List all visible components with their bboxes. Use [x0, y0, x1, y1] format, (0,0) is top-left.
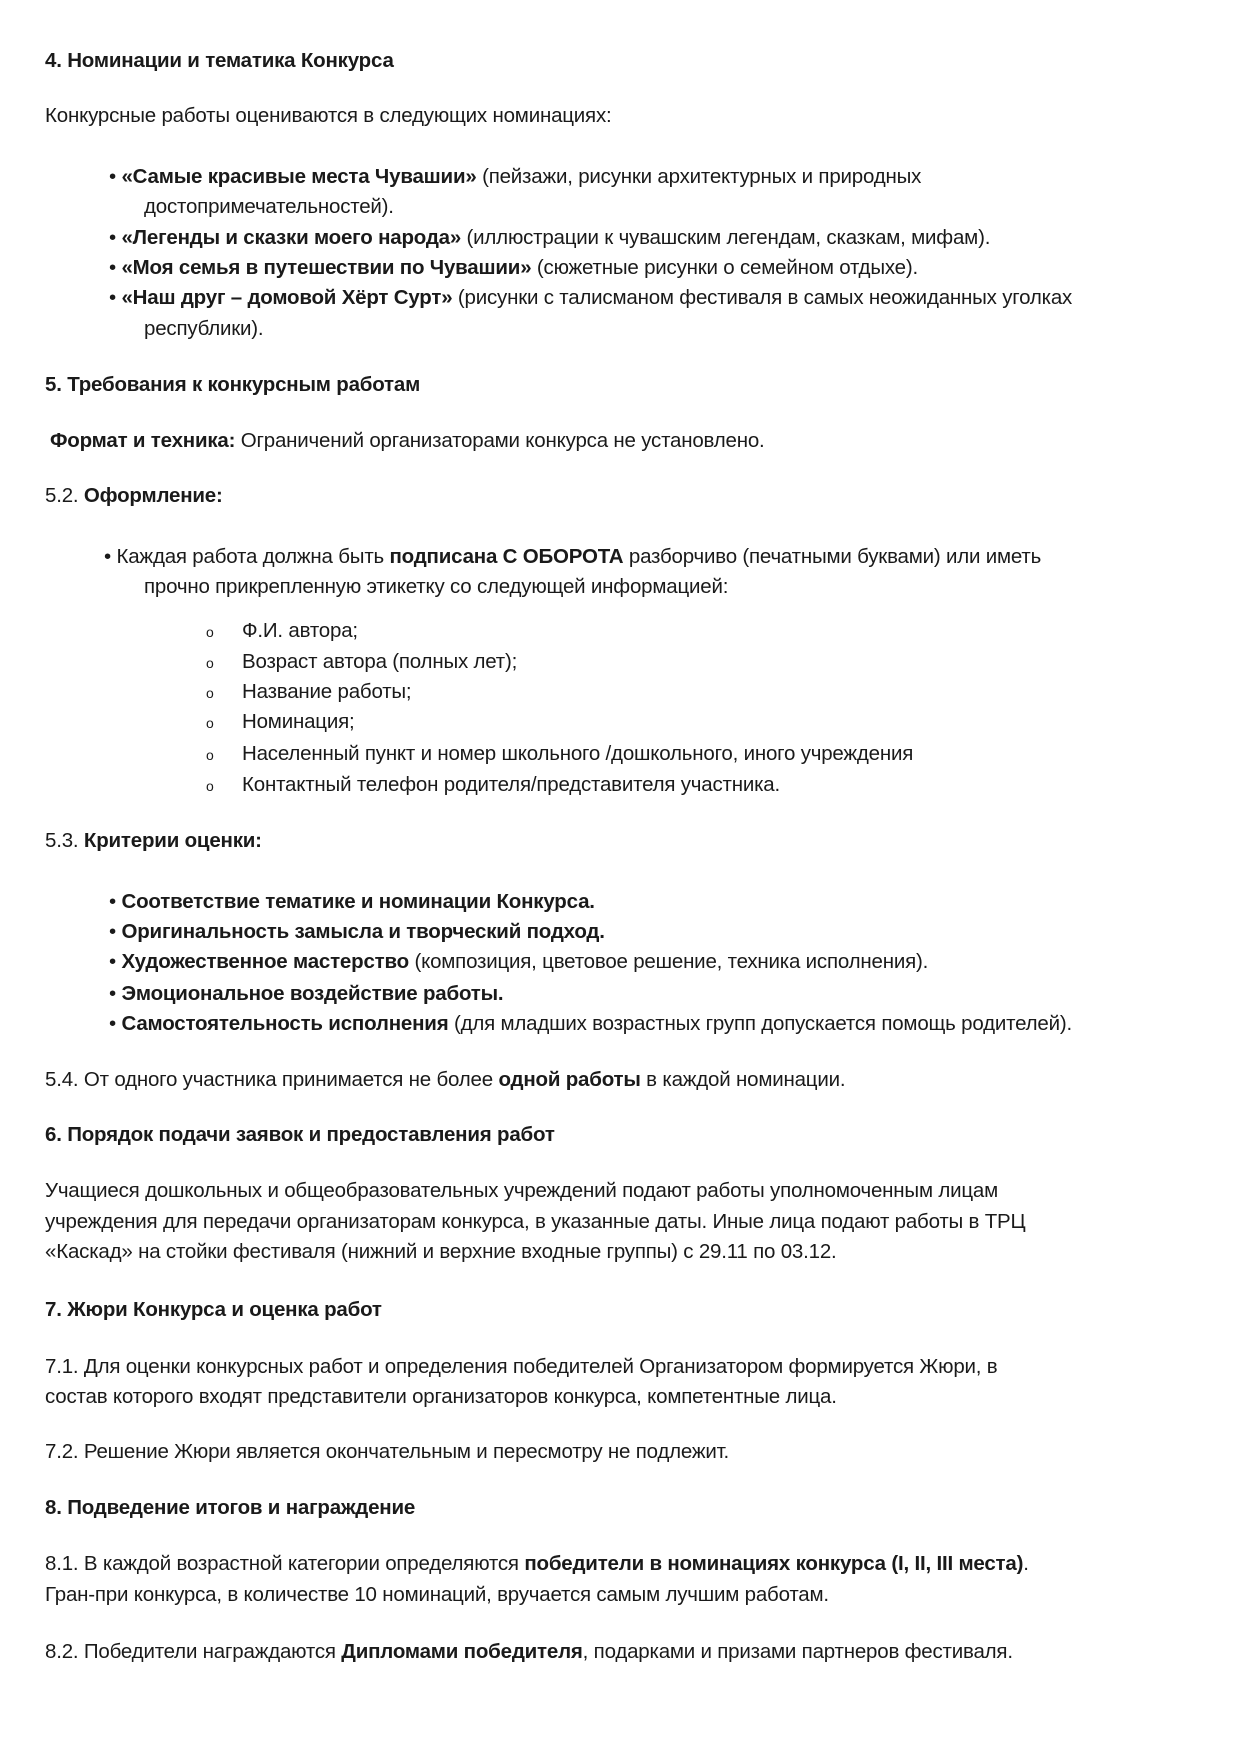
bullet-icon: • [109, 920, 116, 943]
section-6-line: учреждения для передачи организаторам конкурса, в указанные даты. Иные лица подают работы в ТРЦ [45, 1210, 1026, 1233]
signing-item-cont: прочно прикрепленную этикетку со следующей информацией: [144, 575, 729, 598]
nomination-item: • «Моя семья в путешествии по Чувашии» (сюжетные рисунки о семейном отдыхе). [109, 256, 918, 279]
signing-item: • Каждая работа должна быть подписана С ОБОРОТА разборчиво (печатными буквами) или иметь [104, 545, 1042, 568]
bullet-icon: • [109, 982, 116, 1005]
section-6-line: «Каскад» на стойки фестиваля (нижний и верхние входные группы) с 29.11 по 03.12. [45, 1240, 837, 1263]
format-paragraph: Формат и техника: Ограничений организаторами конкурса не установлено. [50, 429, 765, 452]
criteria-item: • Эмоциональное воздействие работы. [109, 982, 504, 1005]
bullet-icon: • [109, 256, 116, 279]
circle-bullet-icon: o [206, 685, 214, 701]
section-6-heading: 6. Порядок подачи заявок и предоставления работ [45, 1123, 555, 1146]
label-item: o Контактный телефон родителя/представителя участника. [206, 773, 781, 796]
label-item: o Ф.И. автора; [206, 619, 358, 642]
nomination-item-cont: республики). [144, 317, 264, 340]
circle-bullet-icon: o [206, 747, 214, 763]
p54: 5.4. От одного участника принимается не более одной работы в каждой номинации. [45, 1068, 846, 1091]
circle-bullet-icon: o [206, 778, 214, 794]
bullet-icon: • [104, 545, 111, 568]
circle-bullet-icon: o [206, 624, 214, 640]
p81-line2: Гран-при конкурса, в количестве 10 номинаций, вручается самым лучшим работам. [45, 1583, 829, 1606]
section-4-heading: 4. Номинации и тематика Конкурса [45, 49, 394, 72]
criteria-item: • Самостоятельность исполнения (для младших возрастных групп допускается помощь родителей). [109, 1012, 1072, 1035]
p82: 8.2. Победители награждаются Дипломами победителя, подарками и призами партнеров фестиваля. [45, 1640, 1013, 1663]
circle-bullet-icon: o [206, 715, 214, 731]
label-item: o Возраст автора (полных лет); [206, 650, 518, 673]
bullet-icon: • [109, 165, 116, 188]
nomination-item: • «Наш друг – домовой Хёрт Сурт» (рисунки с талисманом фестиваля в самых неожиданных уголках [109, 286, 1073, 309]
bullet-icon: • [109, 890, 116, 913]
section-5-heading: 5. Требования к конкурсным работам [45, 373, 421, 396]
label-item: o Номинация; [206, 710, 355, 733]
criteria-item: • Оригинальность замысла и творческий подход. [109, 920, 605, 943]
criteria-item: • Художественное мастерство (композиция, цветовое решение, техника исполнения). [109, 950, 929, 973]
circle-bullet-icon: o [206, 655, 214, 671]
section-8-heading: 8. Подведение итогов и награждение [45, 1496, 416, 1519]
bullet-icon: • [109, 286, 116, 309]
label-item: o Населенный пункт и номер школьного /дошкольного, иного учреждения [206, 742, 914, 765]
nomination-item: • «Легенды и сказки моего народа» (иллюстрации к чувашским легендам, сказкам, мифам). [109, 226, 991, 249]
section-6-line: Учащиеся дошкольных и общеобразовательных учреждений подают работы уполномоченным лицам [45, 1179, 998, 1202]
nomination-item: • «Самые красивые места Чувашии» (пейзажи, рисунки архитектурных и природных [109, 165, 922, 188]
p81: 8.1. В каждой возрастной категории определяются победители в номинациях конкурса (I, II, III места). [45, 1552, 1029, 1575]
section-4-intro: Конкурсные работы оцениваются в следующих номинациях: [45, 104, 612, 127]
p52: 5.2. Оформление: [45, 484, 223, 507]
bullet-icon: • [109, 1012, 116, 1035]
label-item: o Название работы; [206, 680, 412, 703]
criteria-item: • Соответствие тематике и номинации Конкурса. [109, 890, 595, 913]
p53: 5.3. Критерии оценки: [45, 829, 262, 852]
section-7-heading: 7. Жюри Конкурса и оценка работ [45, 1298, 382, 1321]
bullet-icon: • [109, 950, 116, 973]
nomination-item-cont: достопримечательностей). [144, 195, 394, 218]
bullet-icon: • [109, 226, 116, 249]
p71-line: 7.1. Для оценки конкурсных работ и определения победителей Организатором формируется Жюри, в [45, 1355, 998, 1378]
p71-line: состав которого входят представители организаторов конкурса, компетентные лица. [45, 1385, 837, 1408]
p72: 7.2. Решение Жюри является окончательным и пересмотру не подлежит. [45, 1440, 730, 1463]
